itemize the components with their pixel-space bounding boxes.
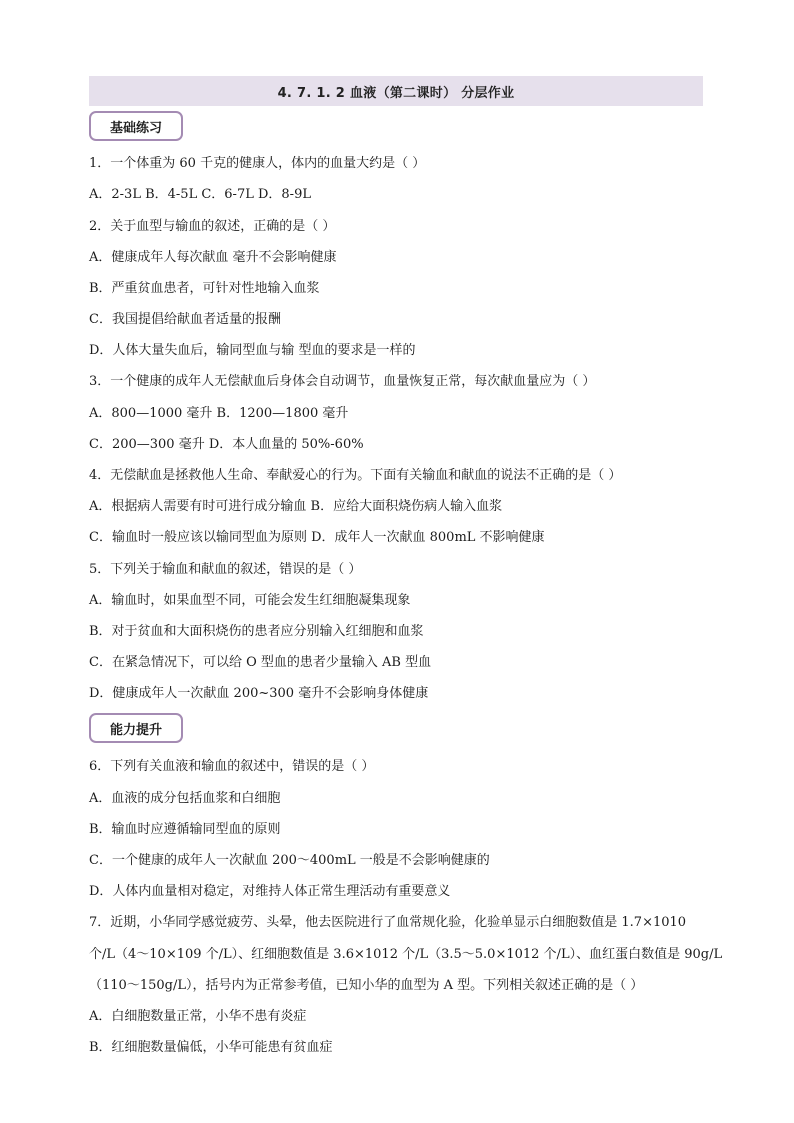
question-5-option-a: A．输血时，如果血型不同，可能会发生红细胞凝集现象	[89, 593, 411, 608]
question-2-option-b: B．严重贫血患者，可针对性地输入血浆	[89, 281, 320, 296]
question-6-option-a: A．血液的成分包括血浆和白细胞	[89, 791, 281, 806]
question-3-options-ab: A．800—1000 毫升 B．1200—1800 毫升	[89, 406, 349, 421]
question-5-option-c: C．在紧急情况下，可以给 O 型血的患者少量输入 AB 型血	[89, 655, 432, 670]
question-4-options-ab: A．根据病人需要有时可进行成分输血 B．应给大面积烧伤病人输入血浆	[89, 499, 503, 514]
question-7-line-1: 7．近期，小华同学感觉疲劳、头晕，他去医院进行了血常规化验，化验单显示白细胞数值是 1.7×1010	[89, 915, 687, 930]
question-7-line-3: （110～150g/L），括号内为正常参考值，已知小华的血型为 A 型。下列相关叙述正确的是（ ）	[89, 978, 644, 993]
title-banner	[89, 76, 703, 106]
question-2-option-c: C．我国提倡给献血者适量的报酬	[89, 312, 281, 327]
question-1: 1．一个体重为 60 千克的健康人，体内的血量大约是（ ）	[89, 156, 426, 171]
question-2-option-d: D．人体大量失血后，输同型血与输 型血的要求是一样的	[89, 343, 416, 358]
section-label-advanced: 能力提升	[109, 722, 162, 738]
question-5-option-b: B．对于贫血和大面积烧伤的患者应分别输入红细胞和血浆	[89, 624, 424, 639]
question-5-option-d: D．健康成年人一次献血 200~300 毫升不会影响身体健康	[89, 686, 429, 701]
question-4-options-cd: C．输血时一般应该以输同型血为原则 D．成年人一次献血 800mL 不影响健康	[89, 530, 545, 545]
question-2: 2．关于血型与输血的叙述，正确的是（ ）	[89, 219, 336, 234]
question-6-option-c: C．一个健康的成年人一次献血 200～400mL 一般是不会影响健康的	[89, 853, 490, 868]
question-6-option-b: B．输血时应遵循输同型血的原则	[89, 822, 281, 837]
question-2-option-a: A．健康成年人每次献血 毫升不会影响健康	[89, 250, 337, 265]
question-7-option-b: B．红细胞数量偏低，小华可能患有贫血症	[89, 1040, 333, 1055]
question-6: 6．下列有关血液和输血的叙述中，错误的是（ ）	[89, 759, 375, 774]
question-5: 5．下列关于输血和献血的叙述，错误的是（ ）	[89, 562, 362, 577]
section-label-basic: 基础练习	[109, 120, 162, 136]
question-7-option-a: A．白细胞数量正常，小华不患有炎症	[89, 1009, 307, 1024]
section-badge-basic	[89, 111, 183, 141]
question-3: 3．一个健康的成年人无偿献血后身体会自动调节，血量恢复正常，每次献血量应为（ ）	[89, 374, 596, 389]
question-1-options: A．2-3L B．4-5L C．6-7L D．8-9L	[89, 187, 311, 202]
page-title: 4. 7. 1. 2 血液（第二课时） 分层作业	[277, 85, 515, 101]
section-badge-advanced	[89, 713, 183, 743]
question-3-options-cd: C．200—300 毫升 D．本人血量的 50%-60%	[89, 437, 364, 452]
question-6-option-d: D．人体内血量相对稳定，对维持人体正常生理活动有重要意义	[89, 884, 451, 899]
question-7-line-2: 个/L（4～10×109 个/L）、红细胞数值是 3.6×1012 个/L（3.5～5.0×1012 个/L）、血红蛋白数值是 90g/L	[89, 947, 723, 962]
question-4: 4．无偿献血是拯救他人生命、奉献爱心的行为。下面有关输血和献血的说法不正确的是（ ）	[89, 468, 622, 483]
